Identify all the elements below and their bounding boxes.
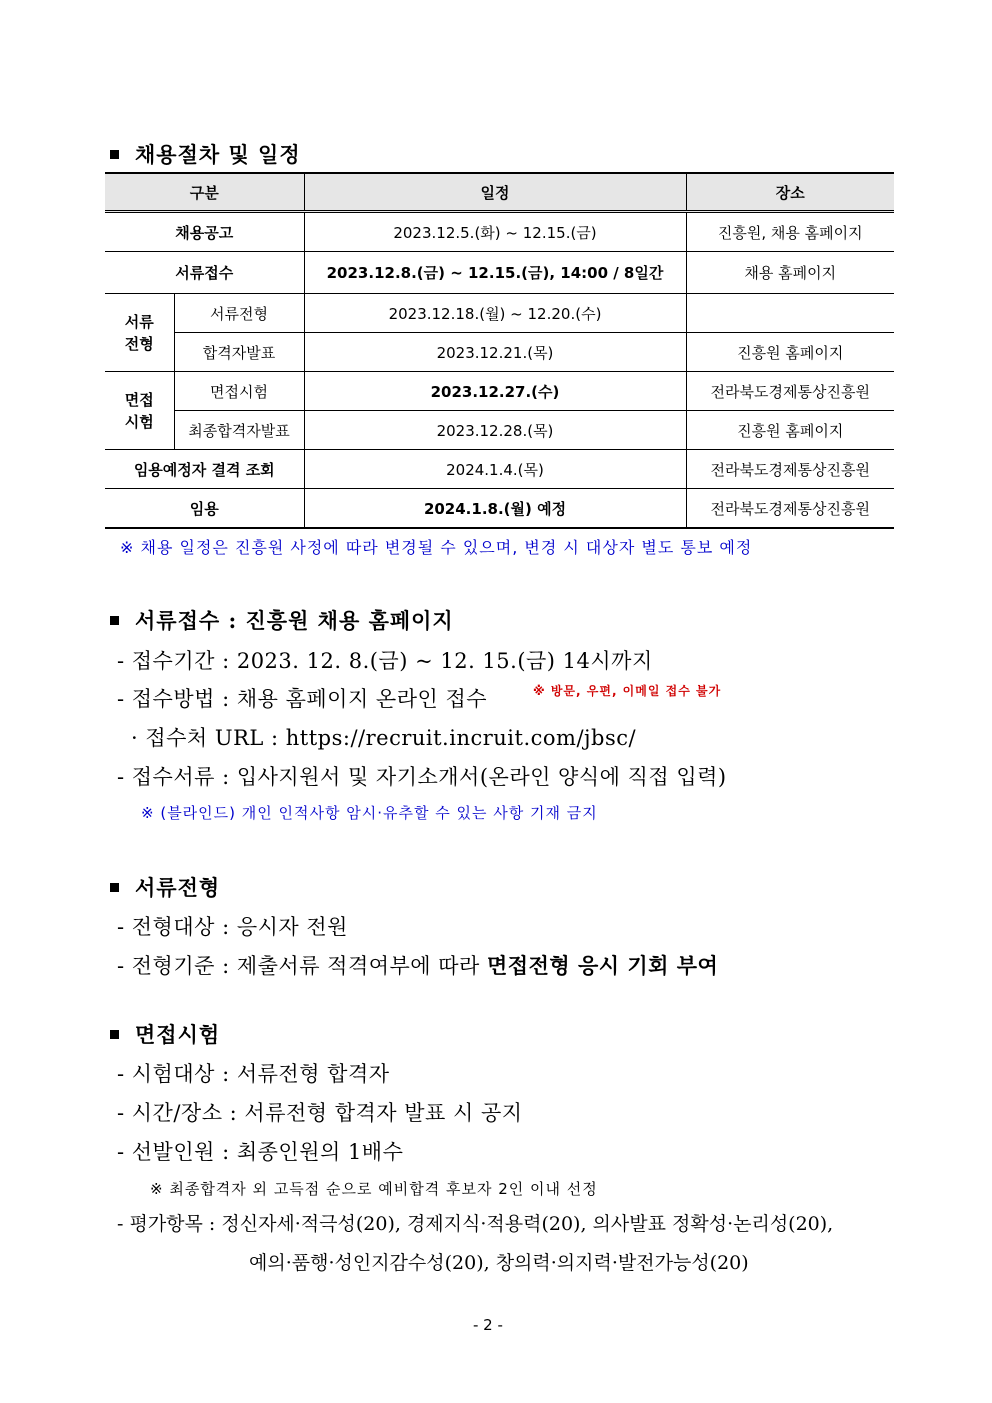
row-place: 진흥원, 채용 홈페이지 xyxy=(686,212,894,252)
schedule-table xyxy=(105,172,894,529)
row-place: 진흥원 홈페이지 xyxy=(686,411,894,450)
table-row xyxy=(105,489,894,529)
row-label: 최종합격자발표 xyxy=(174,411,304,450)
row-date: 2023.12.8.(금) ~ 12.15.(금), 14:00 / 8일간 xyxy=(304,252,686,294)
bullet-square-icon xyxy=(110,616,119,625)
header-place: 장소 xyxy=(686,173,894,212)
row-label: 임용 xyxy=(105,489,304,529)
row-label: 서류접수 xyxy=(105,252,304,294)
row-group-screening: 서류 전형 xyxy=(105,294,174,372)
row-date: 2023.12.18.(월) ~ 12.20.(수) xyxy=(304,294,686,333)
reserve-note: ※ 최종합격자 외 고득점 순으로 예비합격 후보자 2인 이내 선정 xyxy=(150,1180,598,1198)
documents-section-title: 서류접수 : 진흥원 채용 홈페이지 xyxy=(110,605,454,635)
row-label: 채용공고 xyxy=(105,212,304,252)
row-date: 2023.12.5.(화) ~ 12.15.(금) xyxy=(304,212,686,252)
screening-section-title: 서류전형 xyxy=(110,872,220,902)
documents-url: · 접수처 URL : https://recruit.incruit.com/jbsc/ xyxy=(131,726,637,750)
header-schedule: 일정 xyxy=(304,173,686,212)
row-place: 채용 홈페이지 xyxy=(686,252,894,294)
row-place xyxy=(686,294,894,333)
schedule-note: ※ 채용 일정은 진흥원 사정에 따라 변경될 수 있으며, 변경 시 대상자 별도 통보 예정 xyxy=(120,538,753,557)
table-row xyxy=(105,212,894,252)
row-date: 2023.12.27.(수) xyxy=(304,372,686,411)
bullet-square-icon xyxy=(110,883,119,892)
row-place: 진흥원 홈페이지 xyxy=(686,333,894,372)
interview-target: - 시험대상 : 서류전형 합격자 xyxy=(117,1062,390,1086)
documents-method: - 접수방법 : 채용 홈페이지 온라인 접수 xyxy=(117,687,488,711)
row-group-interview: 면접 시험 xyxy=(105,372,174,450)
interview-section-title: 면접시험 xyxy=(110,1019,220,1049)
table-row xyxy=(105,294,894,333)
row-label: 임용예정자 결격 조회 xyxy=(105,450,304,489)
row-date: 2024.1.4.(목) xyxy=(304,450,686,489)
row-label: 면접시험 xyxy=(174,372,304,411)
row-place: 전라북도경제통상진흥원 xyxy=(686,372,894,411)
documents-period: - 접수기간 : 2023. 12. 8.(금) ~ 12. 15.(금) 14시까지 xyxy=(117,649,653,673)
table-row xyxy=(105,252,894,294)
header-category: 구분 xyxy=(105,173,304,212)
blind-note: ※ (블라인드) 개인 인적사항 암시·유추할 수 있는 사항 기재 금지 xyxy=(141,804,598,822)
bullet-square-icon xyxy=(110,150,119,159)
screening-criteria: - 전형기준 : 제출서류 적격여부에 따라 면접전형 응시 기회 부여 xyxy=(117,953,719,978)
table-header-row xyxy=(105,173,894,212)
interview-count: - 선발인원 : 최종인원의 1배수 xyxy=(117,1140,404,1164)
documents-method-note: ※ 방문, 우편, 이메일 접수 불가 xyxy=(533,684,722,698)
table-row xyxy=(105,372,894,411)
row-date: 2024.1.8.(월) 예정 xyxy=(304,489,686,529)
table-row xyxy=(105,333,894,372)
screening-target: - 전형대상 : 응시자 전원 xyxy=(117,915,348,939)
table-row xyxy=(105,411,894,450)
eval-items-line1: - 평가항목 : 정신자세·적극성(20), 경제지식·적용력(20), 의사발표 정확성·논리성(20), xyxy=(117,1213,834,1235)
page-number: - 2 - xyxy=(473,1316,503,1334)
documents-docs: - 접수서류 : 입사지원서 및 자기소개서(온라인 양식에 직접 입력) xyxy=(117,765,727,789)
interview-time-place: - 시간/장소 : 서류전형 합격자 발표 시 공지 xyxy=(117,1101,523,1125)
eval-items-line2: 예의·품행·성인지감수성(20), 창의력·의지력·발전가능성(20) xyxy=(249,1252,749,1274)
row-label: 합격자발표 xyxy=(174,333,304,372)
bullet-square-icon xyxy=(110,1030,119,1039)
row-date: 2023.12.28.(목) xyxy=(304,411,686,450)
schedule-section-title: 채용절차 및 일정 xyxy=(110,139,301,169)
row-label: 서류전형 xyxy=(174,294,304,333)
row-place: 전라북도경제통상진흥원 xyxy=(686,450,894,489)
row-place: 전라북도경제통상진흥원 xyxy=(686,489,894,529)
table-row xyxy=(105,450,894,489)
row-date: 2023.12.21.(목) xyxy=(304,333,686,372)
